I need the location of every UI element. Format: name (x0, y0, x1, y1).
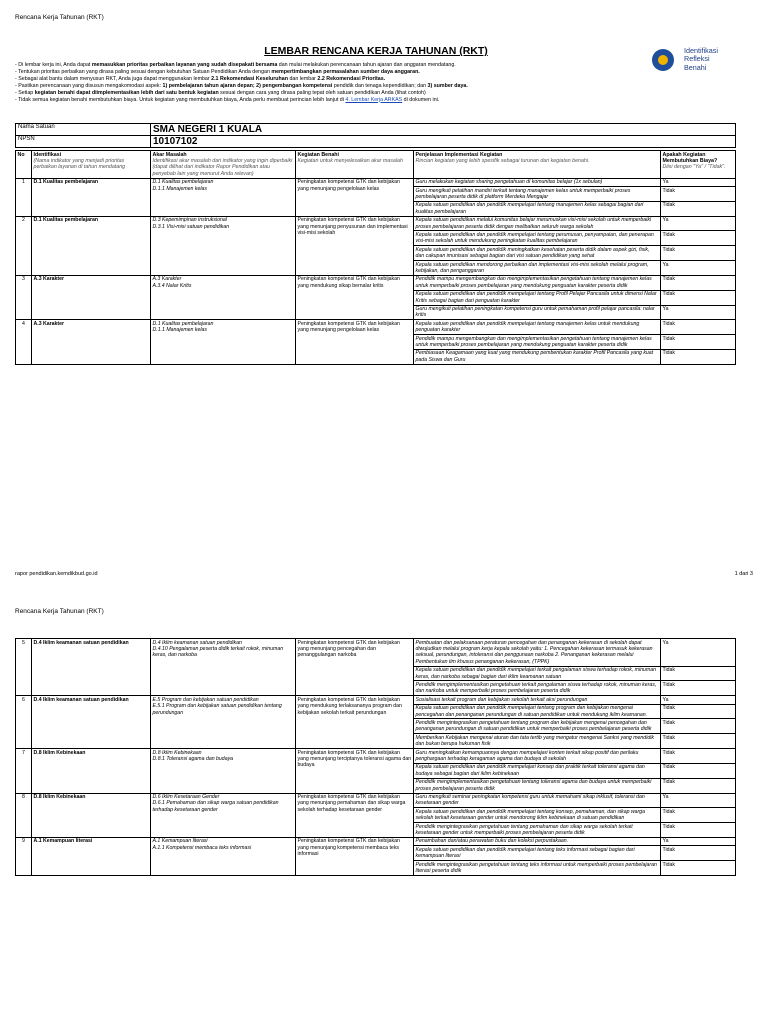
kegiatan-benahi-cell: Peningkatan kompetensi GTK dan kebijakan yang menunjang pencegahan dan penanggulangan narkoba (296, 639, 414, 696)
implementasi-cell: Pendidik mengintegrasikan pengetahuan tentang program dan kebijakan mengenai pencegahan dan penanganan perundungan di satuan pendidikan untuk memperbaiki proses pembelajaran peserta didik (414, 719, 661, 734)
column-title: Kegiatan Benahi (297, 151, 340, 158)
akar-masalah-line: E.5 Program dan kebijakan satuan pendidikan (152, 696, 259, 703)
implementasi-cell: Penambahan dan/atau perawatan buku dan koleksi perpustakaan. (414, 837, 661, 845)
akar-masalah-line: A.3 Karakter (152, 276, 182, 283)
implementasi-cell: Pembuatan dan pelaksanaan peraturan pencegahan dan penanganan kekerasan di sekolah dapat diwujudkan melalui program kerja kepala sekolah yaitu: 1. Pencegahan kekerasan termasuk kekerasan seksual, perundungan, intoleransi dan penggunaan narkoba 2. Penanganan kekerasan melalui Pembentukan tim khusus penanganan kekerasan, (TPPK) (414, 639, 661, 667)
biaya-cell: Tidak (661, 231, 736, 246)
biaya-cell: Tidak (661, 187, 736, 202)
row-number: 2 (16, 216, 32, 275)
footer-page-number: 1 dari 3 (734, 571, 753, 577)
instruction-line: - Tidak semua kegiatan benahi membutuhkan biaya. Untuk kegiatan yang membutuhkan biaya, Anda perlu membuat perincian lebih lanjut di 4. Lembar Kerja ARKAS di dokumen ini. (15, 96, 440, 103)
implementasi-cell: Kepala satuan pendidikan dan pendidik mempelajari tentang perumusan, penyampaian, dan penerapan visi-misi sekolah untuk mendukung peningkatan kualitas pembelajaran (414, 231, 661, 246)
biaya-cell: Tidak (661, 749, 736, 764)
identifikasi-cell: D.4 Iklim keamanan satuan pendidikan (32, 639, 151, 696)
instruction-line: - Tentukan prioritas perbaikan yang dirasa paling sesuai dengan kebutuhan Satuan Pendidikan Anda dengan mempertimbangkan permasalahan sumber daya anggaran. (15, 68, 420, 75)
implementasi-cell: Kepala satuan pendidikan dan pendidik mempelajari tentang manajemen kelas untuk mendukung penguatan karakter (414, 320, 661, 335)
implementasi-cell: Pendidik mengintegrasikan pengetahuan tentang teks informasi untuk memperbaiki proses pembelajaran literasi peserta didik (414, 861, 661, 876)
implementasi-cell: Pembiasaan Keagamaan yang kuat yang mendukung pembentukan karakter Profil Pancasila yang kuat pada Siswa dan Guru (414, 349, 661, 364)
instruction-line: - Setiap kegiatan benahi dapat diimplementasikan lebih dari satu bentuk kegiatan sesuai dengan cara yang dirasa paling tepat oleh satuan pendidikan Anda (lihat contoh) (15, 89, 426, 96)
identifikasi-cell: A.3 Karakter (32, 275, 151, 319)
column-description: Rincian kegiatan yang lebih spesifik sebagai turunan dari kegiatan benahi. (415, 157, 590, 164)
implementasi-cell: Kepala satuan pendidikan dan pendidik mempelajari tentang Profil Pelajar Pancasila untuk dimensi Nalar Kritis sebagai bagian dari penguatan karakter (414, 290, 661, 305)
table-row (16, 749, 736, 764)
row-number: 1 (16, 178, 32, 216)
biaya-cell: Tidak (661, 201, 736, 216)
implementasi-cell: Pendidik mampu mengembangkan dan mengimplementasikan pengetahuan tentang manajemen kelas untuk memperbaiki proses pembelajaran yang mendukung penguatan karakter peserta didik (414, 335, 661, 350)
column-header (16, 151, 32, 179)
npsn-value: 10107102 (151, 136, 736, 148)
biaya-cell: Tidak (661, 734, 736, 749)
table-row (16, 216, 736, 231)
column-header (32, 151, 151, 179)
row-number: 9 (16, 837, 32, 875)
running-header-page-2: Rencana Kerja Tahunan (RKT) (15, 608, 104, 615)
biaya-cell: Ya (661, 305, 736, 320)
biaya-cell: Ya (661, 696, 736, 704)
implementasi-cell: Guru mengikuti pelatihan mandiri terkait tentang manajemen kelas untuk memperbaiki proses pembelajaran peserta didik di platform Merdeka Mengajar (414, 187, 661, 202)
column-header (151, 151, 296, 179)
identifikasi-cell: D.1 Kualitas pembelajaran (32, 216, 151, 275)
biaya-cell: Tidak (661, 861, 736, 876)
implementasi-cell: Pendidik mengimplementasikan pengetahuan terkait pengalaman siswa terhadap rokok, minuman keras, dan narkoba untuk memperbaiki proses pembelajaran peserta didik (414, 681, 661, 696)
instruction-line: - Di lembar kerja ini, Anda dapat memasukkan prioritas perbaikan layanan yang sudah disepakati bersama dan mulai melakukan perencanaan tahun ajaran dan anggaran mendatang. (15, 62, 456, 68)
implementasi-cell: Guru mengikuti pelatihan peningkatan kompetensi guru untuk pemahaman profil pelajar pancasila: nalar kritis (414, 305, 661, 320)
implementasi-cell: Memberikan Kebijakan mengenai aturan dan tata tertib yang mengatur mengenai Sanksi yang mendidik dan bukan berupa hukuman fisik (414, 734, 661, 749)
biaya-cell: Tidak (661, 320, 736, 335)
akar-masalah-line: D.3.1 Visi-misi satuan pendidikan (152, 223, 230, 230)
column-title: Apakah Kegiatan Membutuhkan Biaya? (662, 151, 718, 164)
document-title: LEMBAR RENCANA KERJA TAHUNAN (RKT) (264, 45, 488, 57)
akar-masalah-cell (151, 749, 296, 793)
biaya-cell: Ya (661, 793, 736, 808)
akar-masalah-line: A.1.1 Kompetensi membaca teks informasi (152, 844, 252, 851)
akar-masalah-line: D.1.1 Manajemen kelas (152, 185, 207, 192)
row-number: 6 (16, 696, 32, 749)
implementasi-cell: Guru mengikuti seminar peningkatan kompetensi guru untuk memahami sikap inklusif, toleransi dan kesetaraan gender (414, 793, 661, 808)
logo-identifikasi-refleksi-benahi (652, 47, 732, 75)
kegiatan-benahi-cell: Peningkatan kompetensi GTK dan kebijakan yang menunjang kompetensi membaca teks informasi (296, 837, 414, 875)
akar-masalah-cell (151, 696, 296, 749)
akar-masalah-line: D.1 Kualitas pembelajaran (152, 179, 214, 186)
kegiatan-benahi-cell: Peningkatan kompetensi GTK dan kebijakan yang menunjang pengelolaan kelas (296, 178, 414, 216)
column-title: Penjelasan Implementasi Kegiatan (415, 151, 503, 158)
implementasi-cell: Kepala satuan pendidikan dan pendidik meningkatkan kesehatan peserta didik dalam aspek gizi, fisik, dan cakupan imunisasi sebagai bagian dari visi satuan pendidikan yang sehat (414, 246, 661, 261)
running-header: Rencana Kerja Tahunan (RKT) (15, 14, 104, 21)
table-row (16, 837, 736, 845)
akar-masalah-line: A.3.4 Nalar Kritis (152, 282, 192, 289)
akar-masalah-cell (151, 320, 296, 364)
row-number: 5 (16, 639, 32, 696)
implementasi-cell: Kepala satuan pendidikan dan pendidik mempelajari tentang manajemen kelas sebagai bagian dari kualitas pembelajaran (414, 201, 661, 216)
identifikasi-cell: D.4 Iklim keamanan satuan pendidikan (32, 696, 151, 749)
akar-masalah-line: D.6.1 Pemahaman dan sikap warga satuan pendidikan terhadap kesetaraan gender (152, 800, 279, 813)
akar-masalah-line: D.1 Kualitas pembelajaran (152, 320, 214, 327)
logo-text: Identifikasi Refleksi Benahi (684, 46, 718, 72)
row-number: 3 (16, 275, 32, 319)
kegiatan-benahi-cell: Peningkatan kompetensi GTK dan kebijakan yang mendukung sikap bernalar kritis (296, 275, 414, 319)
akar-masalah-cell (151, 178, 296, 216)
kegiatan-benahi-cell: Peningkatan kompetensi GTK dan kebijakan yang menunjang penyusunan dan implementasi visi-misi sekolah (296, 216, 414, 275)
biaya-cell: Tidak (661, 666, 736, 681)
arkas-link[interactable]: 4. Lembar Kerja ARKAS (345, 96, 403, 103)
column-header (661, 151, 736, 179)
biaya-cell: Tidak (661, 681, 736, 696)
identifikasi-cell: D.8 Iklim Kebinekaan (32, 749, 151, 793)
biaya-cell: Tidak (661, 823, 736, 838)
akar-masalah-line: D.8.1 Toleransi agama dan budaya (152, 756, 234, 762)
tut-wuri-handayani-logo-icon (652, 49, 674, 71)
akar-masalah-line: D.4.10 Pengalaman peserta didik terkait rokok, minuman keras, dan narkoba (152, 645, 284, 659)
kegiatan-benahi-cell: Peningkatan kompetensi GTK dan kebijakan yang menunjang pemahaman dan sikap warga sekolah terhadap kesetaraan gender (296, 793, 414, 837)
row-number: 4 (16, 320, 32, 364)
identifikasi-cell: A.1 Kemampuan literasi (32, 837, 151, 875)
column-description: Kegiatan untuk menyelesaikan akar masalah (297, 157, 403, 164)
biaya-cell: Ya (661, 178, 736, 186)
biaya-cell: Tidak (661, 719, 736, 734)
column-description: Diisi dengan "Ya" / "Tidak". (662, 164, 726, 171)
npsn-label: NPSN (16, 136, 151, 148)
implementasi-cell: Kepala satuan pendidikan dan pendidik mempelajari tentang konsep, pemahaman, dan sikap warga sekolah terkait kesetaraan gender untuk mendorong iklim kebinekaan di satuan pendidikan (414, 808, 661, 823)
biaya-cell: Ya (661, 837, 736, 845)
column-header (296, 151, 414, 179)
implementasi-cell: Guru melakukan kegiatan sharing pengetahuan di komunitas belajar (1x sebulan) (414, 178, 661, 186)
school-info-table (15, 123, 736, 148)
identifikasi-cell: A.3 Karakter (32, 320, 151, 364)
biaya-cell: Tidak (661, 246, 736, 261)
akar-masalah-cell (151, 837, 296, 875)
column-description: (Nama indikator yang menjadi prioritas perbaikan layanan di tahun mendatang (33, 157, 126, 171)
rkt-table-page-2 (15, 638, 736, 876)
biaya-cell: Tidak (661, 808, 736, 823)
implementasi-cell: Kepala satuan pendidikan dan pendidik mempelajari tentang teks informasi sebagai bagian dari kemampuan literasi (414, 846, 661, 861)
biaya-cell: Ya (661, 639, 736, 667)
implementasi-cell: Kepala satuan pendidikan dan pendidik mempelajari konsep dan praktik terkait toleransi agama dan budaya sebagai bagian dari iklim kebinekaan (414, 763, 661, 778)
implementasi-cell: Pendidik mengimplementasikan pengetahuan tentang toleransi agama dan budaya untuk memperbaiki proses pembelajaran peserta didik (414, 778, 661, 793)
school-name-label: Nama Satuan (16, 124, 151, 136)
kegiatan-benahi-cell: Peningkatan kompetensi GTK dan kebijakan yang menunjang terciptanya toleransi agama dan budaya (296, 749, 414, 793)
column-description: Identifikasi akar masalah dari indikator yang ingin diperbaiki (dapat dilihat dari indikator Rapor Pendidikan atau penyebab lain yang menurut Anda relevan) (152, 157, 293, 177)
akar-masalah-cell (151, 216, 296, 275)
biaya-cell: Tidak (661, 763, 736, 778)
akar-masalah-cell (151, 639, 296, 696)
kegiatan-benahi-cell: Peningkatan kompetensi GTK dan kebijakan yang mendukung terlaksananya program dan kebijakan sekolah terkait perundungan (296, 696, 414, 749)
identifikasi-cell: D.8 Iklim Kebinekaan (32, 793, 151, 837)
biaya-cell: Tidak (661, 290, 736, 305)
table-row (16, 696, 736, 704)
column-title: No (17, 151, 25, 158)
akar-masalah-line: D.8 Iklim Kebinekaan (152, 749, 202, 756)
implementasi-cell: Guru meningkatkan kemampuannya dengan mempelajari konten terkait sikap positif dan perilaku penghargaan terhadap keragaman agama dan budaya di sekolah (414, 749, 661, 764)
akar-masalah-line: E.5.1 Program dan kebijakan satuan pendidikan tentang perundungan (152, 703, 282, 716)
biaya-cell: Tidak (661, 349, 736, 364)
akar-masalah-cell (151, 275, 296, 319)
row-number: 8 (16, 793, 32, 837)
rkt-table-page-1 (15, 150, 736, 365)
akar-masalah-line: D.4 Iklim keamanan satuan pendidikan (152, 639, 242, 646)
biaya-cell: Ya (661, 216, 736, 231)
implementasi-cell: Sosialisasi terkait program dan kebijakan sekolah terkait aksi perundungan (414, 696, 661, 704)
biaya-cell: Tidak (661, 778, 736, 793)
akar-masalah-line: A.1 Kemampuan literasi (152, 838, 208, 845)
table-row (16, 320, 736, 335)
table-row (16, 793, 736, 808)
identifikasi-cell: D.1 Kualitas pembelajaran (32, 178, 151, 216)
biaya-cell: Tidak (661, 275, 736, 290)
instructions (15, 62, 635, 103)
row-number: 7 (16, 749, 32, 793)
akar-masalah-line: D.3 Kepemimpinan instruksional (152, 217, 227, 224)
implementasi-cell: Kepala satuan pendidikan mendorong perbaikan dan implementasi visi-misi sekolah melalui program, kebijakan, dan penganggaran (414, 261, 661, 276)
school-name: SMA NEGERI 1 KUALA (151, 124, 736, 136)
instruction-line: - Sebagai alat bantu dalam menyusun RKT, Anda juga dapat menggunakan lembar 2.1 Rekomendasi Keseluruhan dan lembar 2.2 Rekomendasi Prioritas. (15, 75, 386, 82)
footer-url: rapor pendidikan.kemdikbud.go.id (15, 571, 98, 577)
column-header (414, 151, 661, 179)
akar-masalah-line: D.1.1 Manajemen kelas (152, 327, 207, 334)
table-row (16, 639, 736, 667)
akar-masalah-line: D.6 Iklim Kesetaraan Gender (152, 794, 220, 801)
biaya-cell: Tidak (661, 335, 736, 350)
akar-masalah-cell (151, 793, 296, 837)
instruction-line: - Pastikan perencanaan yang disusun mengakomodasi aspek: 1) pembelajaran tahun ajaran depan; 2) pengembangan kompetensi pendidik dan tenaga kependidikan; dan 3) sumber daya. (15, 82, 468, 89)
column-title: Akar Masalah (152, 151, 187, 158)
implementasi-cell: Pendidik mampu mengembangkan dan mengimplementasikan pengetahuan tentang manajemen kelas untuk memperbaiki proses pembelajaran yang mendukung penguatan karakter peserta didik (414, 275, 661, 290)
biaya-cell: Ya (661, 261, 736, 276)
table-row (16, 178, 736, 186)
table-row (16, 275, 736, 290)
biaya-cell: Tidak (661, 846, 736, 861)
kegiatan-benahi-cell: Peningkatan kompetensi GTK dan kebijakan yang menunjang pengelolaan kelas (296, 320, 414, 364)
implementasi-cell: Kepala satuan pendidikan dan pendidik mempelajari tentang program dan kebijakan mengenai pencegahan dan penanganan perundungan di satuan pendidikan untuk mendukung iklim keamanan. (414, 704, 661, 719)
implementasi-cell: Kepala satuan pendidikan dan pendidik mempelajari terkait pengalaman siswa terhadap rokok, minuman keras, dan narkoba sebagai bagian dari iklim keamanan satuan (414, 666, 661, 681)
biaya-cell: Tidak (661, 704, 736, 719)
table-header-row (16, 151, 736, 179)
column-title: Identifikasi (33, 151, 62, 158)
implementasi-cell: Kepala satuan pendidikan melalui komunitas belajar merumuskan visi-misi sekolah untuk memperbaiki proses pembelajaran peserta didik dengan melibatkan seluruh warga sekolah (414, 216, 661, 231)
implementasi-cell: Pendidik mengintegrasikan pengetahuan tentang pemahaman dan sikap warga sekolah terkait kesetaraan gender untuk memperbaiki proses pembelajaran peserta didik (414, 823, 661, 838)
